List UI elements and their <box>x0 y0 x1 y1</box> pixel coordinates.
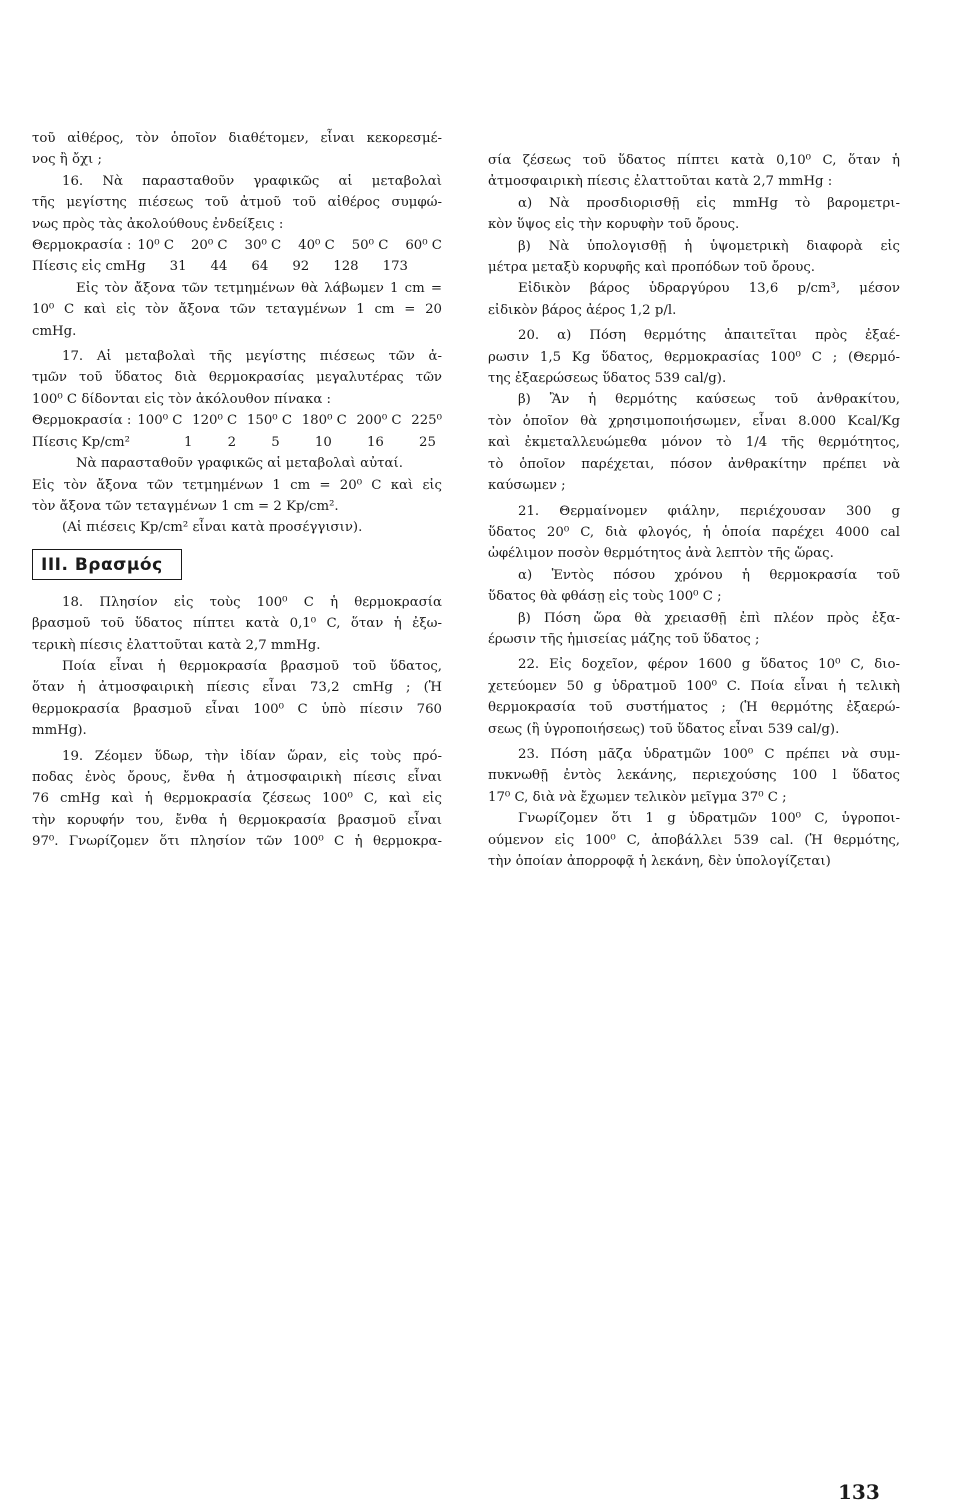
text-line: Εἰς τὸν ἄξονα τῶν τετμημένων 1 cm = 20⁰ C καὶ εἰς <box>32 477 442 493</box>
text-line: 76 cmHg καὶ ἡ θερμοκρασία ζέσεως 100⁰ C, καὶ εἰς <box>32 791 442 807</box>
left-column <box>32 128 442 853</box>
pressure-label: Πίεσις εἰς cmHg <box>32 259 146 275</box>
text-line: της ἐξαερώσεως ὕδατος 539 cal/g). <box>488 371 727 387</box>
text-line: Ποία εἶναι ἡ θερμοκρασία βρασμοῦ τοῦ ὕδατος, <box>62 658 442 674</box>
text-line: Εἰδικὸν βάρος ὑδραργύρου 13,6 p/cm³, μέσον <box>518 281 900 297</box>
text-line: εἰδικὸν βάρος ἀέρος 1,2 p/l. <box>488 302 677 318</box>
text-line: έρωσιν τῆς ἡμισείας μάζης τοῦ ὕδατος ; <box>488 631 760 647</box>
text-line: mmHg). <box>32 723 87 739</box>
table-cell: 173 <box>382 259 408 275</box>
text-line: Εἰς τὸν ἄξονα τῶν τετμημένων θὰ λάβωμεν 1 cm = <box>76 280 442 296</box>
table-cell: 44 <box>210 259 228 275</box>
text-line: τὸ ὁποῖον παρέχεται, πόσον ἀνθρακίτην πρέπει νὰ <box>488 456 900 472</box>
table-cell: 150⁰ C <box>246 413 293 429</box>
text-line: χετεύομεν 50 g ὑδρατμοῦ 100⁰ C. Ποία εἶναι ἡ τελικὴ <box>488 678 900 694</box>
problem-19-continuation <box>488 150 900 321</box>
text-line: πυκνωθῇ ἐντὸς λεκάνης, περιεχούσης 100 l ὕδατος <box>488 768 900 784</box>
pressure-row <box>32 256 442 277</box>
intro-paragraph <box>32 128 442 171</box>
text-line: θερμοκρασία τοῦ συστήματος ; (Ἡ θερμότης ἐξαερώ- <box>488 700 900 716</box>
text-line: α) Νὰ προσδιορισθῇ εἰς mmHg τὸ βαρομετρι- <box>518 195 900 211</box>
problem-21 <box>488 501 900 651</box>
text-line: 19. Ζέομεν ὕδωρ, τὴν ἰδίαν ὥραν, εἰς τοὺς πρό- <box>62 748 442 764</box>
text-line: β) Νὰ ὑπολογισθῇ ἡ ὑψομετρικὴ διαφορὰ εἰς <box>518 238 900 254</box>
pressure-row <box>32 432 442 453</box>
problem-17 <box>32 346 442 539</box>
text-line: κὸν ὕψος εἰς τὴν κορυφὴν τοῦ ὄρους. <box>488 217 740 233</box>
right-column <box>488 150 900 872</box>
text-line: Νὰ παρασταθοῦν γραφικῶς αἱ μεταβολαὶ αὐταί. <box>76 456 403 472</box>
text-line: ὕδατος 20⁰ C, διὰ φλογός, ἡ ὁποία παρέχει 4000 cal <box>488 524 900 540</box>
table-cell: 16 <box>366 434 384 450</box>
text-line: θερμοκρασία βρασμοῦ εἶναι 100⁰ C ὑπὸ πίεσιν 760 <box>32 701 442 717</box>
table-cell: 60⁰ C <box>405 238 442 254</box>
text-line: 100⁰ C δίδονται εἰς τὸν ἀκόλουθον πίνακα : <box>32 391 332 407</box>
text-line: cmHg. <box>32 323 77 339</box>
text-line: 21. Θερμαίνομεν φιάλην, περιέχουσαν 300 g <box>518 503 900 519</box>
text-line: τμῶν τοῦ ὕδατος διὰ θερμοκρασίας μεγαλυτέρας τῶν <box>32 370 442 386</box>
problem-19 <box>32 746 442 853</box>
text-line: μέτρα μεταξὺ κορυφῆς καὶ προπόδων τοῦ ὄρους. <box>488 260 816 276</box>
text-line: νος ἢ ὄχι ; <box>32 152 102 168</box>
text-line: τὴν ὁποίαν ἀπορροφᾷ ἡ λεκάνη, δὲν ὑπολογίζεται) <box>488 854 831 869</box>
temperature-row <box>32 410 442 431</box>
text-line: ρωσιν 1,5 Kg ὕδατος, θερμοκρασίας 100⁰ C ; (Θερμό- <box>488 349 900 365</box>
table-cell: 50⁰ C <box>351 238 389 254</box>
text-line: ἀτμοσφαιρικὴ πίεσις ἐλαττοῦται κατὰ 2,7 mmHg : <box>488 174 833 190</box>
page-number: 133 <box>838 1480 880 1504</box>
table-cell: 2 <box>227 434 237 450</box>
text-line: ὠφέλιμον ποσὸν θερμότητος ἀνὰ λεπτὸν τῆς ὥρας. <box>488 546 834 562</box>
pressure-label: Πίεσις Kp/cm² <box>32 434 130 450</box>
problem-20 <box>488 325 900 496</box>
table-cell: 180⁰ C <box>301 413 347 429</box>
temperature-label: Θερμοκρασία : <box>32 238 132 254</box>
text-line: τοῦ αἰθέρος, τὸν ὁποῖον διαθέτομεν, εἶναι κεκορεσμέ- <box>32 131 442 146</box>
text-line: καὶ ἐκμεταλλευώμεθα μόνον τὸ 1/4 τῆς θερμότητος, <box>488 435 900 451</box>
text-line: 18. Πλησίον εἰς τοὺς 100⁰ C ἡ θερμοκρασία <box>62 594 442 610</box>
text-line: Γνωρίζομεν ὅτι 1 g ὑδρατμῶν 100⁰ C, ὑγροποι- <box>518 811 900 827</box>
text-line: 17⁰ C, διὰ νὰ ἔχωμεν τελικὸν μεῖγμα 37⁰ C ; <box>488 789 787 805</box>
table-cell: 10⁰ C <box>137 238 174 254</box>
table-cell: 20⁰ C <box>190 238 228 254</box>
problem-18 <box>32 592 442 742</box>
text-line: σεως (ἢ ὑγροποιήσεως) τοῦ ὕδατος εἶναι 539 cal/g). <box>488 721 840 737</box>
text-line: σία ζέσεως τοῦ ὕδατος πίπτει κατὰ 0,10⁰ C, ὅταν ἡ <box>488 153 900 168</box>
table-cell: 200⁰ C <box>356 413 402 429</box>
text-line: 97⁰. Γνωρίζομεν ὅτι πλησίον τῶν 100⁰ C ἡ θερμοκρα- <box>32 834 442 850</box>
table-cell: 31 <box>169 259 187 275</box>
text-line: βρασμοῦ τοῦ ὕδατος πίπτει κατὰ 0,1⁰ C, ὅταν ἡ ἐξω- <box>32 616 442 632</box>
text-line: 23. Πόση μᾶζα ὑδρατμῶν 100⁰ C πρέπει νὰ συμ- <box>518 746 900 762</box>
text-line: τερικὴ πίεσις ἐλαττοῦται κατὰ 2,7 mmHg. <box>32 637 321 653</box>
text-line: τὸν ἄξονα τῶν τεταγμένων 1 cm = 2 Kp/cm². <box>32 498 339 514</box>
text-line: (Αἱ πιέσεις Kp/cm² εἶναι κατὰ προσέγγισιν). <box>62 520 363 536</box>
table-cell: 40⁰ C <box>298 238 335 254</box>
text-line: 16. Νὰ παρασταθοῦν γραφικῶς αἱ μεταβολαὶ <box>62 173 442 189</box>
table-cell: 5 <box>271 434 280 450</box>
text-line: β) Πόση ὥρα θὰ χρειασθῇ ἐπὶ πλέον πρὸς ἐξα- <box>518 610 900 626</box>
text-line: νως πρὸς τὰς ἀκολούθους ἐνδείξεις : <box>32 216 284 232</box>
text-line: ούμενον εἰς 100⁰ C, ἀποβάλλει 539 cal. (Ἡ θερμότης, <box>488 832 900 848</box>
table-cell: 92 <box>292 259 310 275</box>
problem-16 <box>32 171 442 342</box>
temperature-row <box>32 235 442 256</box>
text-line: 17. Αἱ μεταβολαὶ τῆς μεγίστης πιέσεως τῶν ἀ- <box>62 349 442 365</box>
text-line: καύσωμεν ; <box>488 478 566 494</box>
text-line: τὸν ὁποῖον θὰ χρησιμοποιήσωμεν, εἶναι 8.000 Kcal/Kg <box>488 413 900 429</box>
text-line: α) Ἐντὸς πόσου χρόνου ἡ θερμοκρασία τοῦ <box>518 567 900 583</box>
text-line: ὕδατος θὰ φθάσῃ εἰς τοὺς 100⁰ C ; <box>488 589 722 605</box>
text-line: ποδας ἑνὸς ὄρους, ἔνθα ἡ ἀτμοσφαιρικὴ πίεσις εἶναι <box>32 769 442 785</box>
table-cell: 25 <box>419 434 436 450</box>
text-line: 22. Εἰς δοχεῖον, φέρον 1600 g ὕδατος 10⁰ C, διο- <box>518 657 900 673</box>
table-cell: 225⁰ <box>411 413 442 429</box>
text-line: τῆς μεγίστης πιέσεως τοῦ ἀτμοῦ τοῦ αἰθέρος συμφώ- <box>32 195 442 211</box>
table-cell: 100⁰ C <box>137 413 183 429</box>
text-line: 10⁰ C καὶ εἰς τὸν ἄξονα τῶν τεταγμένων 1 cm = 20 <box>32 302 442 318</box>
text-line: τὴν κορυφήν του, ἔνθα ἡ θερμοκρασία βρασμοῦ εἶναι <box>32 812 442 828</box>
section-heading: ΙΙΙ. Βρασμός <box>32 549 182 580</box>
table-cell: 128 <box>333 259 359 275</box>
table-cell: 30⁰ C <box>244 238 282 254</box>
table-cell: 10 <box>314 434 332 450</box>
table-cell: 120⁰ C <box>192 413 238 429</box>
table-cell: 1 <box>183 434 193 450</box>
table-cell: 64 <box>251 259 269 275</box>
text-line: β) Ἂν ἡ θερμότης καύσεως τοῦ ἀνθρακίτου, <box>518 392 900 408</box>
text-line: 20. α) Πόση θερμότης ἀπαιτεῖται πρὸς ἐξαέ- <box>518 328 900 344</box>
temperature-label: Θερμοκρασία : <box>32 413 132 429</box>
problem-22 <box>488 654 900 740</box>
problem-23 <box>488 744 900 872</box>
text-line: ὅταν ἡ ἀτμοσφαιρικὴ πίεσις εἶναι 73,2 cmHg ; (Ἡ <box>32 680 442 696</box>
